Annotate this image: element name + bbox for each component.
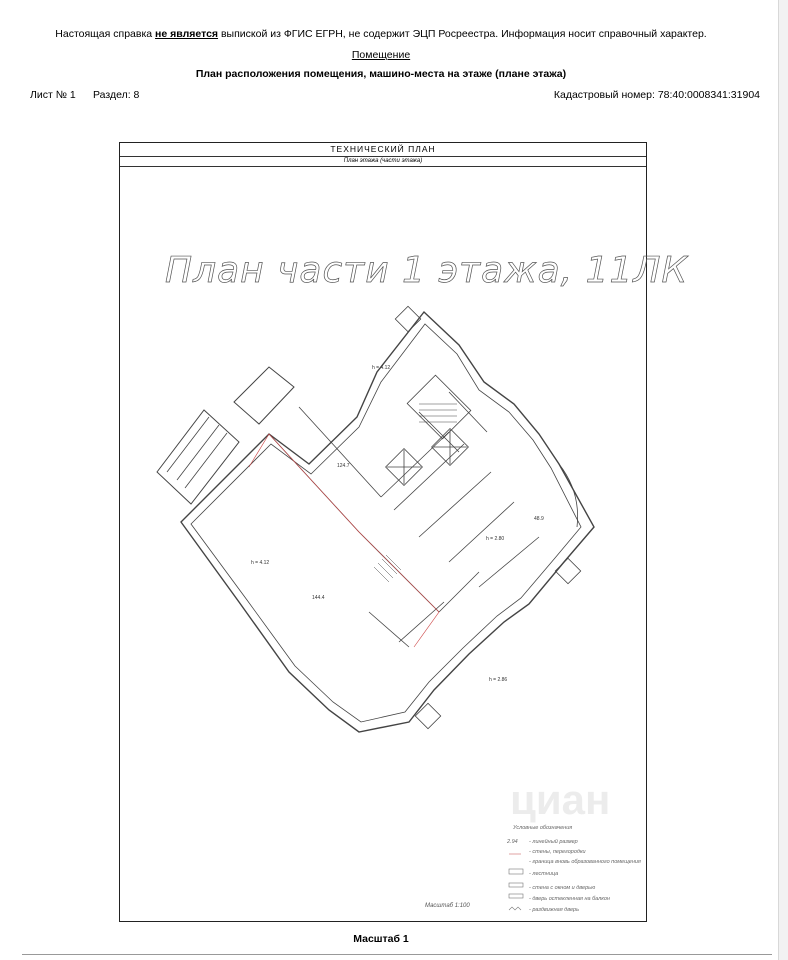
- label-height-top: h = 4.12: [372, 365, 391, 371]
- sheet-number: Лист № 1: [30, 89, 76, 101]
- legend-item: - линейный размер: [529, 839, 578, 845]
- object-type: Помещение: [351, 49, 411, 61]
- stair-core: [407, 375, 471, 439]
- top-annex: [234, 367, 294, 424]
- lower-stairs: [374, 555, 401, 582]
- disclaimer-notice: Настоящая справка не является выпиской из ФГИС ЕГРН, не содержит ЭЦП Росреестра. Информация носит справочный характер.: [55, 28, 707, 40]
- left-annex: [157, 410, 239, 504]
- label-height-bottom: h = 2.86: [489, 677, 508, 683]
- frame-subtitle: План этажа (части этажа): [120, 156, 646, 167]
- building-outline: [181, 312, 594, 732]
- legend-item: - дверь остекленная на балкон: [529, 896, 610, 902]
- label-height-left: h = 4.12: [251, 560, 270, 566]
- legend-item: - стена с окном и дверью: [529, 885, 596, 891]
- bottom-divider: [22, 954, 772, 955]
- page-edge: [778, 0, 788, 960]
- legend-item: - стены, перегородки: [529, 849, 586, 855]
- corner-box-top: [395, 306, 420, 331]
- disclaimer-emphasis: не является: [155, 28, 219, 40]
- label-height-right: h = 2.80: [486, 536, 505, 542]
- inner-wall-outline: [191, 324, 581, 722]
- floor-plan-drawing: [119, 142, 647, 922]
- legend-item: - граница вновь образованного помещения: [529, 859, 641, 865]
- plan-title: План части 1 этажа, 11ЛК: [165, 250, 689, 291]
- plan-heading: План расположения помещения, машино-места на этаже (плане этажа): [195, 68, 567, 80]
- label-area-upper: 124.7: [337, 463, 350, 469]
- watermark-logo: циан: [510, 776, 611, 823]
- right-arc: [559, 464, 578, 527]
- legend-sample-dim: 2.94: [507, 839, 518, 845]
- corner-box-bottom: [415, 703, 440, 728]
- frame-title: ТЕХНИЧЕСКИЙ ПЛАН: [120, 143, 646, 157]
- page-scale: Масштаб 1: [353, 933, 409, 945]
- section-number: Раздел: 8: [93, 89, 140, 101]
- label-area-right: 48.9: [534, 516, 544, 522]
- legend-item: - лестница: [529, 871, 559, 877]
- cadastral-number: Кадастровый номер: 78:40:0008341:31904: [553, 89, 760, 101]
- label-area-main: 144.4: [312, 595, 325, 601]
- legend-title: Условные обозначения: [513, 825, 573, 831]
- inner-scale-label: Масштаб 1:100: [425, 903, 470, 909]
- corner-box-right: [555, 558, 580, 583]
- legend-item: - раздвижная дверь: [529, 907, 579, 913]
